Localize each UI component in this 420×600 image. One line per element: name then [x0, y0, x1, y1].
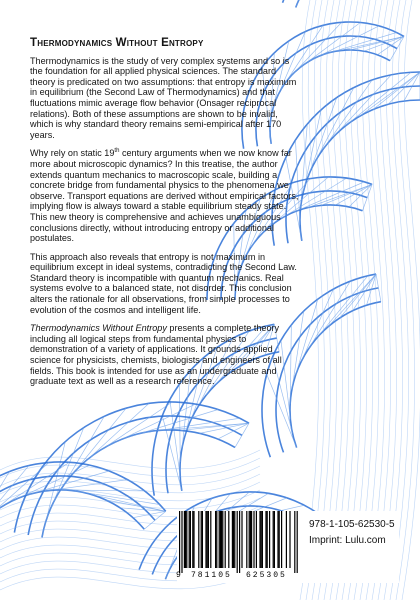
barcode-bar: [221, 511, 222, 568]
imprint-label: Imprint: Lulu.com: [309, 535, 386, 546]
barcode-bar: [253, 511, 254, 568]
art-stroke: [303, 110, 321, 193]
paragraph-4: Thermodynamics Without Entropy presents a complete theory including all logical steps from fundamental physics to demonstration of a variety of applications. It grounds applied science for physicists, chemists, biologists and engineers of all fields. This book is intended for use as an undergraduate and graduate text as well as a research reference.: [30, 323, 282, 387]
art-stroke: [0, 458, 260, 478]
barcode-bar: [225, 511, 226, 568]
isbn-number: 978-1-105-62530-5: [309, 519, 395, 530]
barcode-bar: [250, 511, 251, 568]
art-stroke: [330, 0, 349, 600]
barcode-bar: [297, 511, 298, 573]
art-stroke: [144, 511, 165, 529]
barcode-digits-right: 625305: [246, 571, 287, 580]
art-stroke: [300, 100, 420, 241]
art-stroke: [133, 511, 166, 517]
barcode-bar: [232, 511, 233, 568]
barcode-bar: [222, 511, 223, 568]
art-stroke: [0, 466, 260, 486]
art-stroke: [310, 26, 379, 61]
art-stroke: [12, 465, 90, 501]
barcode-bar: [262, 511, 263, 568]
barcode-bar: [190, 511, 191, 568]
art-stroke: [180, 423, 249, 430]
barcode-bar: [202, 511, 203, 568]
art-stroke: [366, 0, 385, 600]
art-stroke: [296, 0, 328, 8]
art-stroke: [390, 36, 404, 60]
barcode-bar: [219, 511, 220, 568]
barcode-bar: [233, 511, 234, 568]
barcode-bar: [249, 511, 250, 568]
barcode-bar: [265, 511, 266, 568]
art-stroke: [362, 184, 372, 210]
paragraph-1: Thermodynamics is the study of very complex systems and so is the foundation for all applied physical sciences. The standard theory is predicated on two assumptions: that entropy is maximum in equilibrium (the Second Law of Thermodynamics) and that fluctuations mimic average flow behavior (Onsager reciprocal relations). Both of these assumptions are shown to be invalid, which is why standard theory remains semi-empirical after 170 years.: [30, 55, 297, 140]
barcode-bar: [186, 511, 187, 568]
barcode-bar: [228, 511, 229, 568]
barcode-bar: [198, 511, 199, 568]
barcode-bar: [251, 511, 252, 568]
barcode-bar: [237, 511, 238, 573]
barcode-bar: [259, 511, 260, 568]
barcode-bar: [210, 511, 211, 568]
barcode-bar: [193, 511, 194, 568]
art-stroke: [390, 0, 409, 600]
art-stroke: [360, 0, 379, 600]
barcode-bar: [216, 511, 217, 568]
art-stroke: [179, 384, 180, 462]
barcode-bar: [261, 511, 262, 568]
barcode-bar: [185, 511, 186, 568]
barcode-bar: [208, 511, 209, 568]
isbn-barcode: [179, 511, 301, 575]
barcode-bar: [192, 511, 193, 568]
art-stroke: [402, 0, 420, 600]
barcode-bar: [294, 511, 295, 573]
art-stroke: [27, 471, 109, 495]
barcode-bar: [215, 511, 216, 568]
barcode-bar: [241, 511, 242, 568]
barcode-bar: [189, 511, 190, 568]
barcode-bar: [286, 511, 287, 568]
art-stroke: [64, 408, 126, 485]
barcode-bar: [274, 511, 275, 568]
barcode-bar: [220, 511, 221, 568]
barcode-bar: [246, 511, 247, 568]
art-stroke: [162, 416, 182, 491]
art-stroke: [342, 0, 361, 600]
barcode-bar: [273, 511, 274, 568]
barcode-bar: [207, 511, 208, 568]
art-stroke: [199, 423, 249, 433]
barcode-digits-left: 781105: [191, 571, 232, 580]
barcode-bar: [256, 511, 257, 568]
back-cover-text: [30, 38, 300, 395]
barcode-bar: [267, 511, 268, 568]
barcode-digit-first: 9: [176, 571, 181, 580]
art-stroke: [321, 184, 372, 205]
barcode-bar: [277, 511, 278, 568]
book-title-italic: Thermodynamics Without Entropy: [30, 323, 167, 334]
barcode-bar: [184, 511, 185, 568]
barcode-bar: [234, 511, 235, 568]
barcode-bar: [269, 511, 270, 568]
barcode-bar: [239, 511, 240, 573]
art-stroke: [318, 0, 337, 600]
art-stroke: [306, 0, 325, 600]
art-stroke: [312, 0, 331, 600]
barcode-bar: [279, 511, 280, 568]
paragraph-2: Why rely on static 19th century arguments when we now know far more about microscopic dynamics? In this treatise, the author extends quantum mechanics to macroscopic scale, building a concrete bridge from fundamental physics to the phenomena we observe. Transport equations are derived without empirical factors, implying flow is always toward a stable equilibrium steady state. This new theory is comprehensive and achieves unambiguous conclusions directly, without introducing entropy or additional postulates.: [30, 148, 299, 244]
barcode-bar: [281, 511, 282, 568]
book-title: Thermodynamics Without Entropy: [30, 37, 204, 49]
paragraph-3: This approach also reveals that entropy is not maximum in equilibrium except in ideal systems, contradicting the Second Law. Standard theory is incompatible with quantum mechanics. Real systems evolve to a balanced state, not disorder. This conclusion alters the rationale for all observations, from simple processes to evolution of the cosmos and intelligent life.: [30, 251, 297, 315]
barcode-bar: [289, 511, 290, 568]
barcode-bar: [181, 511, 182, 573]
art-stroke: [354, 0, 373, 600]
art-stroke: [0, 450, 260, 470]
art-stroke: [345, 72, 411, 126]
art-stroke: [324, 0, 343, 600]
barcode-bar: [179, 511, 180, 573]
barcode-panel: [177, 511, 399, 583]
barcode-bar: [205, 511, 206, 568]
art-stroke: [396, 0, 415, 600]
barcode-bar: [201, 511, 202, 568]
art-stroke: [359, 72, 420, 117]
